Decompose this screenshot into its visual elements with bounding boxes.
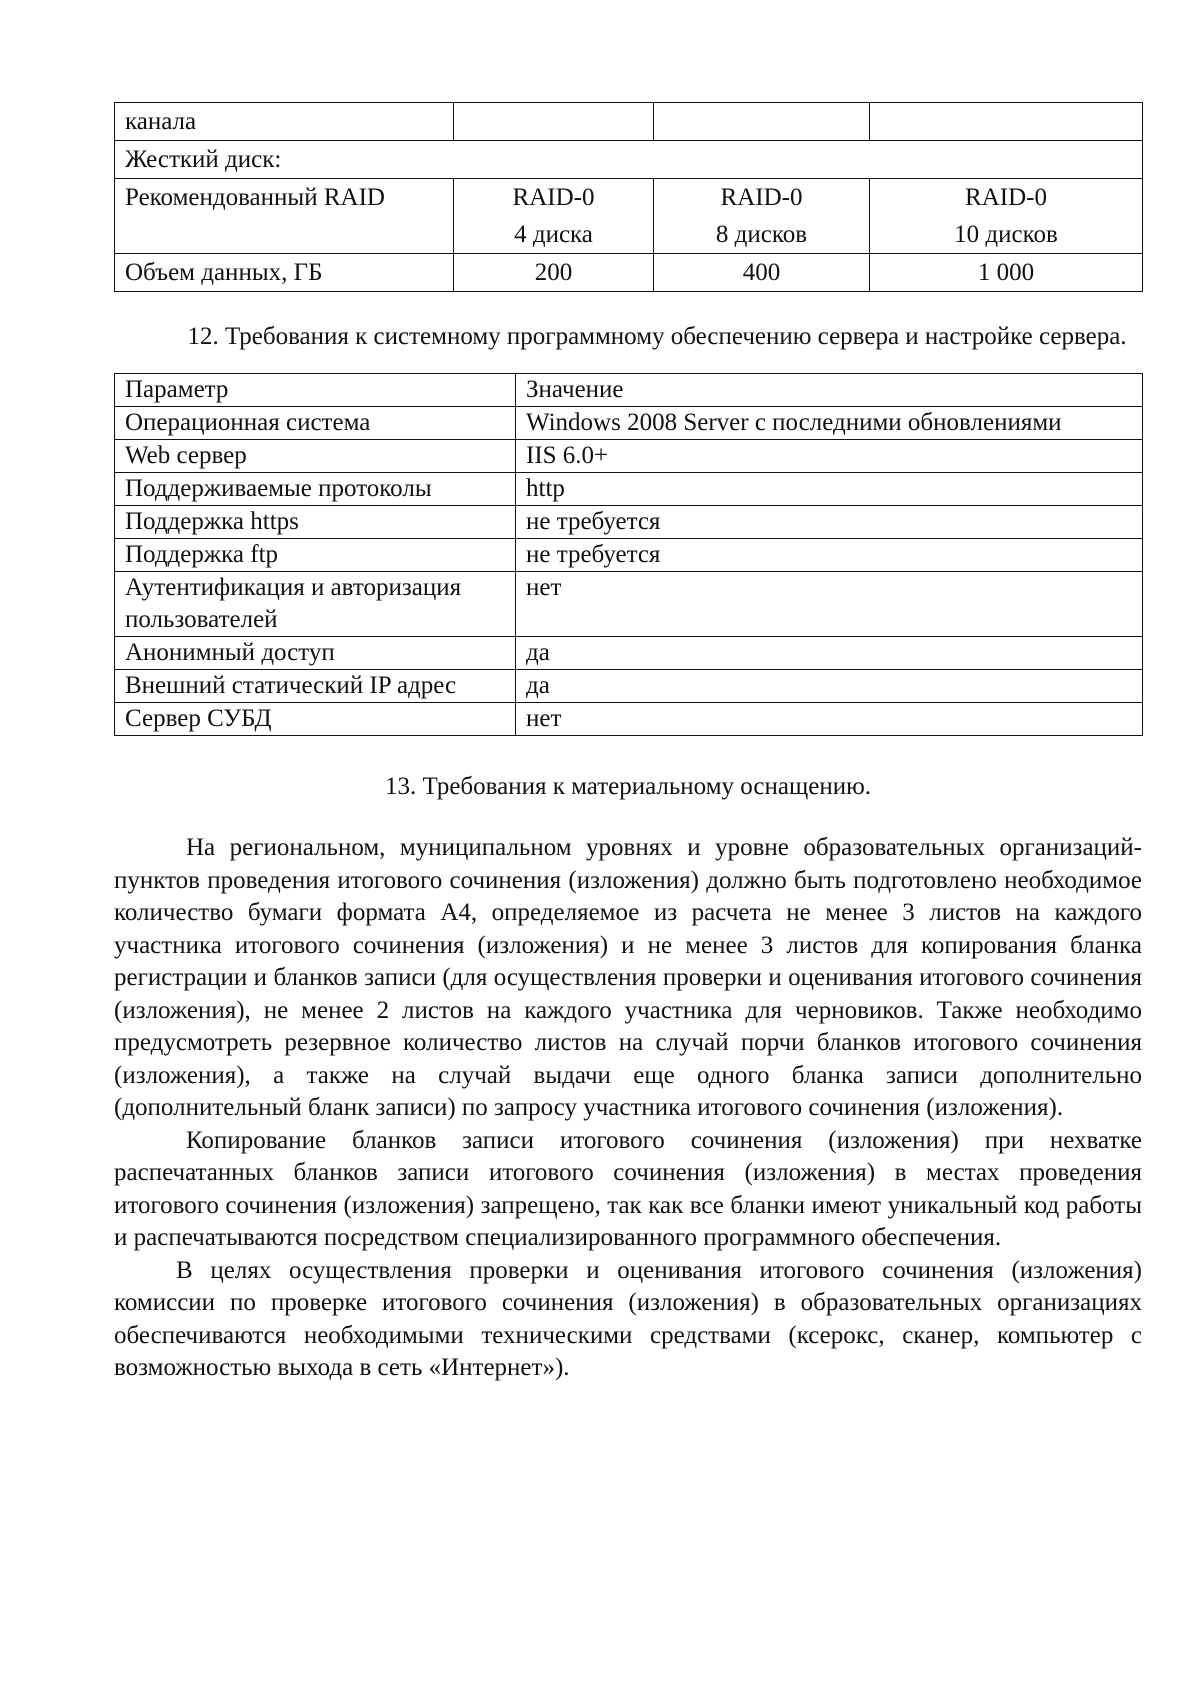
cell-channel-v2 — [654, 103, 870, 141]
cell-volume-v3: 1 000 — [870, 254, 1143, 292]
row-value: да — [516, 670, 1143, 703]
paragraph: Копирование бланков записи итогового сочинения (изложения) при нехватке распечатанных бланков записи итогового сочинения (изложения) в местах проведения итогового сочинения (изложения) запрещено, так как все бланки имеют уникальный код работы и распечатываются посредством специализированного программного обеспечения. — [114, 1126, 1142, 1251]
table-row — [115, 440, 1143, 473]
row-value: не требуется — [516, 539, 1143, 572]
cell-channel-v1 — [454, 103, 654, 141]
raid-v3-line1: RAID-0 — [965, 184, 1047, 211]
table-row — [115, 179, 1143, 254]
row-param: Поддерживаемые протоколы — [115, 473, 516, 506]
raid-v3-line2: 10 дисков — [954, 221, 1058, 248]
row-param: Web сервер — [115, 440, 516, 473]
cell-volume-label: Объем данных, ГБ — [115, 254, 454, 292]
cell-raid-v3 — [870, 179, 1143, 254]
raid-v1-line2: 4 диска — [514, 221, 593, 248]
table-row — [115, 407, 1143, 440]
cell-channel-v3 — [870, 103, 1143, 141]
hardware-table — [114, 102, 1143, 292]
table-header-row — [115, 374, 1143, 407]
row-value: нет — [516, 703, 1143, 736]
row-param: Поддержка ftp — [115, 539, 516, 572]
cell-raid-label: Рекомендованный RAID — [115, 179, 454, 254]
row-value: да — [516, 637, 1143, 670]
row-param: Внешний статический IP адрес — [115, 670, 516, 703]
table-row — [115, 670, 1143, 703]
raid-v2-line1: RAID-0 — [720, 184, 803, 211]
table-row — [115, 103, 1143, 141]
raid-v1-line1: RAID-0 — [512, 184, 595, 211]
row-param: Анонимный доступ — [115, 637, 516, 670]
row-value: IIS 6.0+ — [516, 440, 1143, 473]
document-page — [114, 102, 1142, 1385]
table-row — [115, 703, 1143, 736]
cell-volume-v1: 200 — [454, 254, 654, 292]
raid-v2-line2: 8 дисков — [715, 221, 808, 248]
cell-channel-label: канала — [115, 103, 454, 141]
header-value: Значение — [516, 374, 1143, 407]
table-row — [115, 637, 1143, 670]
section-13-body — [114, 832, 1142, 1385]
table-row — [115, 141, 1143, 179]
cell-raid-v1 — [454, 179, 654, 254]
table-row — [115, 473, 1143, 506]
section-12-title: 12. Требования к системному программному обеспечению сервера и настройке сервера. — [187, 323, 1127, 350]
cell-disk-label: Жесткий диск: — [115, 141, 1143, 179]
section-13-title: 13. Требования к материальному оснащению. — [385, 773, 871, 800]
row-param: Аутентификация и авторизация пользователей — [115, 572, 516, 637]
row-param: Операционная система — [115, 407, 516, 440]
software-table — [114, 373, 1143, 736]
cell-volume-v2: 400 — [654, 254, 870, 292]
table-row — [115, 506, 1143, 539]
cell-raid-v2 — [654, 179, 870, 254]
paragraph: В целях осуществления проверки и оценивания итогового сочинения (изложения) комиссии по проверке итогового сочинения (изложения) в образовательных организациях обеспечиваются необходимыми техническими средствами (ксерокс, сканер, компьютер с возможностью выхода в сеть «Интернет»). — [114, 1256, 1142, 1381]
row-value: http — [516, 473, 1143, 506]
table-row — [115, 539, 1143, 572]
row-value: Windows 2008 Server с последними обновлениями — [516, 407, 1143, 440]
row-value: нет — [516, 572, 1143, 637]
table-row — [115, 254, 1143, 292]
row-value: не требуется — [516, 506, 1143, 539]
row-param: Поддержка https — [115, 506, 516, 539]
header-param: Параметр — [115, 374, 516, 407]
table-row — [115, 572, 1143, 637]
paragraph: На региональном, муниципальном уровнях и уровне образовательных организаций-пунктов проведения итогового сочинения (изложения) должно быть подготовлено необходимое количество бумаги формата А4, определяемое из расчета не менее 3 листов на каждого участника итогового сочинения (изложения) и не менее 3 листов для копирования бланка регистрации и бланков записи (для осуществления проверки и оценивания итогового сочинения (изложения), не менее 2 листов на каждого участника для черновиков. Также необходимо предусмотреть резервное количество листов на случай порчи бланков итогового сочинения (изложения), а также на случай выдачи еще одного бланка записи дополнительно (дополнительный бланк записи) по запросу участника итогового сочинения (изложения). — [114, 834, 1142, 1121]
row-param: Сервер СУБД — [115, 703, 516, 736]
